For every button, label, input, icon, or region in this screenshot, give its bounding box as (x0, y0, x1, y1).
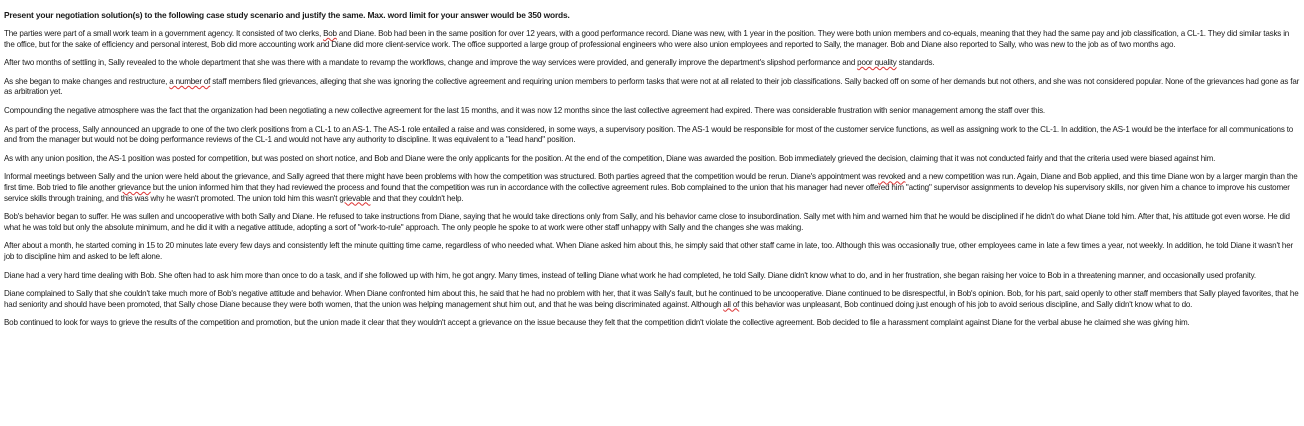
case-paragraph (4, 289, 1300, 310)
paragraph-text: Bob continued to look for ways to grieve the results of the competition and promotion, but the union made it clear that they wouldn't accept a grievance on the issue because they felt that the competition didn't violate the collective agreement. Bob decided to file a harassment complaint against Diane for the verbal abuse he claimed she was giving him. (4, 318, 1190, 328)
case-paragraph (4, 125, 1300, 146)
paragraph-text: but the union informed him that they had reviewed the process and found that the competition was run in accordance with the collective agreement rules. Bob complained to the union that his manager had never offered him "acting" supervisor assignments to develop his supervisory skills, nor given him a chance to improve his customer service skills through training, and this was why he wasn't promoted. The union told him this wasn't (4, 182, 1290, 203)
spellcheck-flagged-word: revoked (878, 172, 906, 182)
paragraph-text: After about a month, he started coming in 15 to 20 minutes late every few days and consistently left the minute quitting time came, regardless of who needed what. When Diane asked him about this, he simply said that other staff came in late, too. Although this was occasionally true, other employees came in late a few times a year, not weekly. In addition, he told Diane it wasn't her job to discipline him and asked to be left alone. (4, 241, 1294, 261)
paragraph-text: and Diane. Bob had been in the same position for over 12 years, with a good performance record. Diane was new, with 1 year in the position. They were both union members and co-equals, meaning that they had the same pay and job classification, a CL-1. They did similar tasks in the office, but for the sake of efficiency and personal interest, Bob did more accounting work and Diane did more client-service work. The office supported a large group of professional engineers who were also union employees and reported to Sally, the manager. Bob and Diane also reported to Sally, who was new to the job as of two months ago. (4, 29, 1290, 49)
spellcheck-flagged-word: grievance (117, 182, 151, 192)
paragraph-text: As she began to make changes and restructure, (4, 76, 170, 86)
spellcheck-flagged-word: all of (723, 299, 740, 309)
paragraph-text: this behavior was unpleasant, Bob continued doing just enough of his job to avoid serious discipline, and Sally didn't know what to do. (739, 299, 1193, 309)
case-paragraph (4, 106, 1300, 117)
paragraph-text: After two months of settling in, Sally revealed to the whole department that she was there with a mandate to revamp the workflows, change and improve the way services were provided, and generally improve the department's slipshod performance and (4, 58, 858, 68)
case-paragraph (4, 271, 1300, 282)
paragraph-text: and a new competition was run. Again, Diane and Bob applied, and this time Diane won by a larger margin than the first time. Bob tried to file another (4, 172, 1298, 192)
paragraph-text: As part of the process, Sally announced an upgrade to one of the two clerk positions from a CL-1 to an AS-1. The AS-1 role entailed a raise and was considered, in some ways, a supervisory position. The AS-1 would be responsible for most of the customer service functions, as well as assigning work to the CL-1. In addition, the AS-1 would be the interface for all communications to and from the manager but would not be doing performance reviews of the CL-1 and would not have any authority to discipline. It was equivalent to a "lead hand" position. (4, 124, 1294, 145)
paragraph-text: Diane had a very hard time dealing with Bob. She often had to ask him more than once to do a task, and if she followed up with him, he got angry. Many times, instead of telling Diane what work he had completed, he told Sally. Diane didn't know what to do, and in her frustration, she began raising her voice to Bob in a threatening manner, and occasionally used profanity. (4, 270, 1256, 280)
paragraph-text: Bob's behavior began to suffer. He was sullen and uncooperative with both Sally and Diane. He refused to take instructions from Diane, saying that he would take directions only from Sally, and his behavior came close to insubordination. Sally met with him and warned him that he would be disciplined if he didn't do what Diane told him. After that, his attitude got even worse. He did what he was told but only the absolute minimum, and he did it with a negative attitude, adopting a sort of "work-to-rule" approach. The only people he spoke to at work were other staff unhappy with Sally and the changes she was making. (4, 212, 1290, 232)
spellcheck-flagged-word: Bob (323, 29, 337, 38)
paragraph-text: Informal meetings between Sally and the union were held about the grievance, and Sally agreed that there might have been problems with how the competition was structured. Both parties agreed that the competition would be rerun. Diane's appointment was (4, 172, 879, 182)
case-paragraph (4, 77, 1300, 98)
case-paragraph (4, 172, 1300, 204)
paragraph-text: and that they couldn't help. (370, 193, 464, 203)
case-paragraph (4, 318, 1300, 329)
spellcheck-flagged-word: grievable (339, 193, 371, 203)
paragraph-text: The parties were part of a small work team in a government agency. It consisted of two clerks, (4, 29, 324, 38)
case-paragraph (4, 29, 1300, 50)
paragraph-text: standards. (896, 58, 935, 68)
case-paragraph (4, 58, 1300, 69)
paragraph-text: As with any union position, the AS-1 position was posted for competition, but was posted on short notice, and Bob and Diane were the only applicants for the position. At the end of the competition, Diane was awarded the position. Bob immediately grieved the decision, claiming that it was not conducted fairly and that the criteria used were biased against him. (4, 153, 1216, 163)
paragraph-text: staff members filed grievances, alleging that she was ignoring the collective agreement and requiring union members to perform tasks that were not at all related to their job classifications. Sally backed off on some of her demands but not others, and she was not considered popular. None of the grievances had gone as far as arbitration yet. (4, 76, 1300, 97)
paragraph-text: Compounding the negative atmosphere was the fact that the organization had been negotiating a new collective agreement for the last 15 months, and it was now 12 months since the last collective agreement had expired. There was considerable frustration with senior management among the staff over this. (4, 105, 1045, 115)
assignment-heading: Present your negotiation solution(s) to the following case study scenario and justify the same. Max. word limit for your answer would be 350 words. (4, 10, 570, 20)
spellcheck-flagged-word: poor quality (857, 58, 897, 68)
case-study-body (4, 29, 1300, 329)
case-paragraph (4, 241, 1300, 262)
case-paragraph (4, 212, 1300, 233)
spellcheck-flagged-word: a number of (169, 76, 211, 86)
case-paragraph (4, 154, 1300, 165)
paragraph-text: Diane complained to Sally that she couldn't take much more of Bob's negative attitude and behavior. When Diane confronted him about this, he said that he had no problem with her, that it was Sally's fault, but he continued to be uncooperative. Diane continued to be disrespectful, in Bob's opinion. Bob, for his part, said openly to other staff members that Sally played favorites, that he had seniority and should have been promoted, that Sally chose Diane because they were both women, that the union was helping management shut him out, and that he was being discriminated against. Although (4, 289, 1299, 309)
